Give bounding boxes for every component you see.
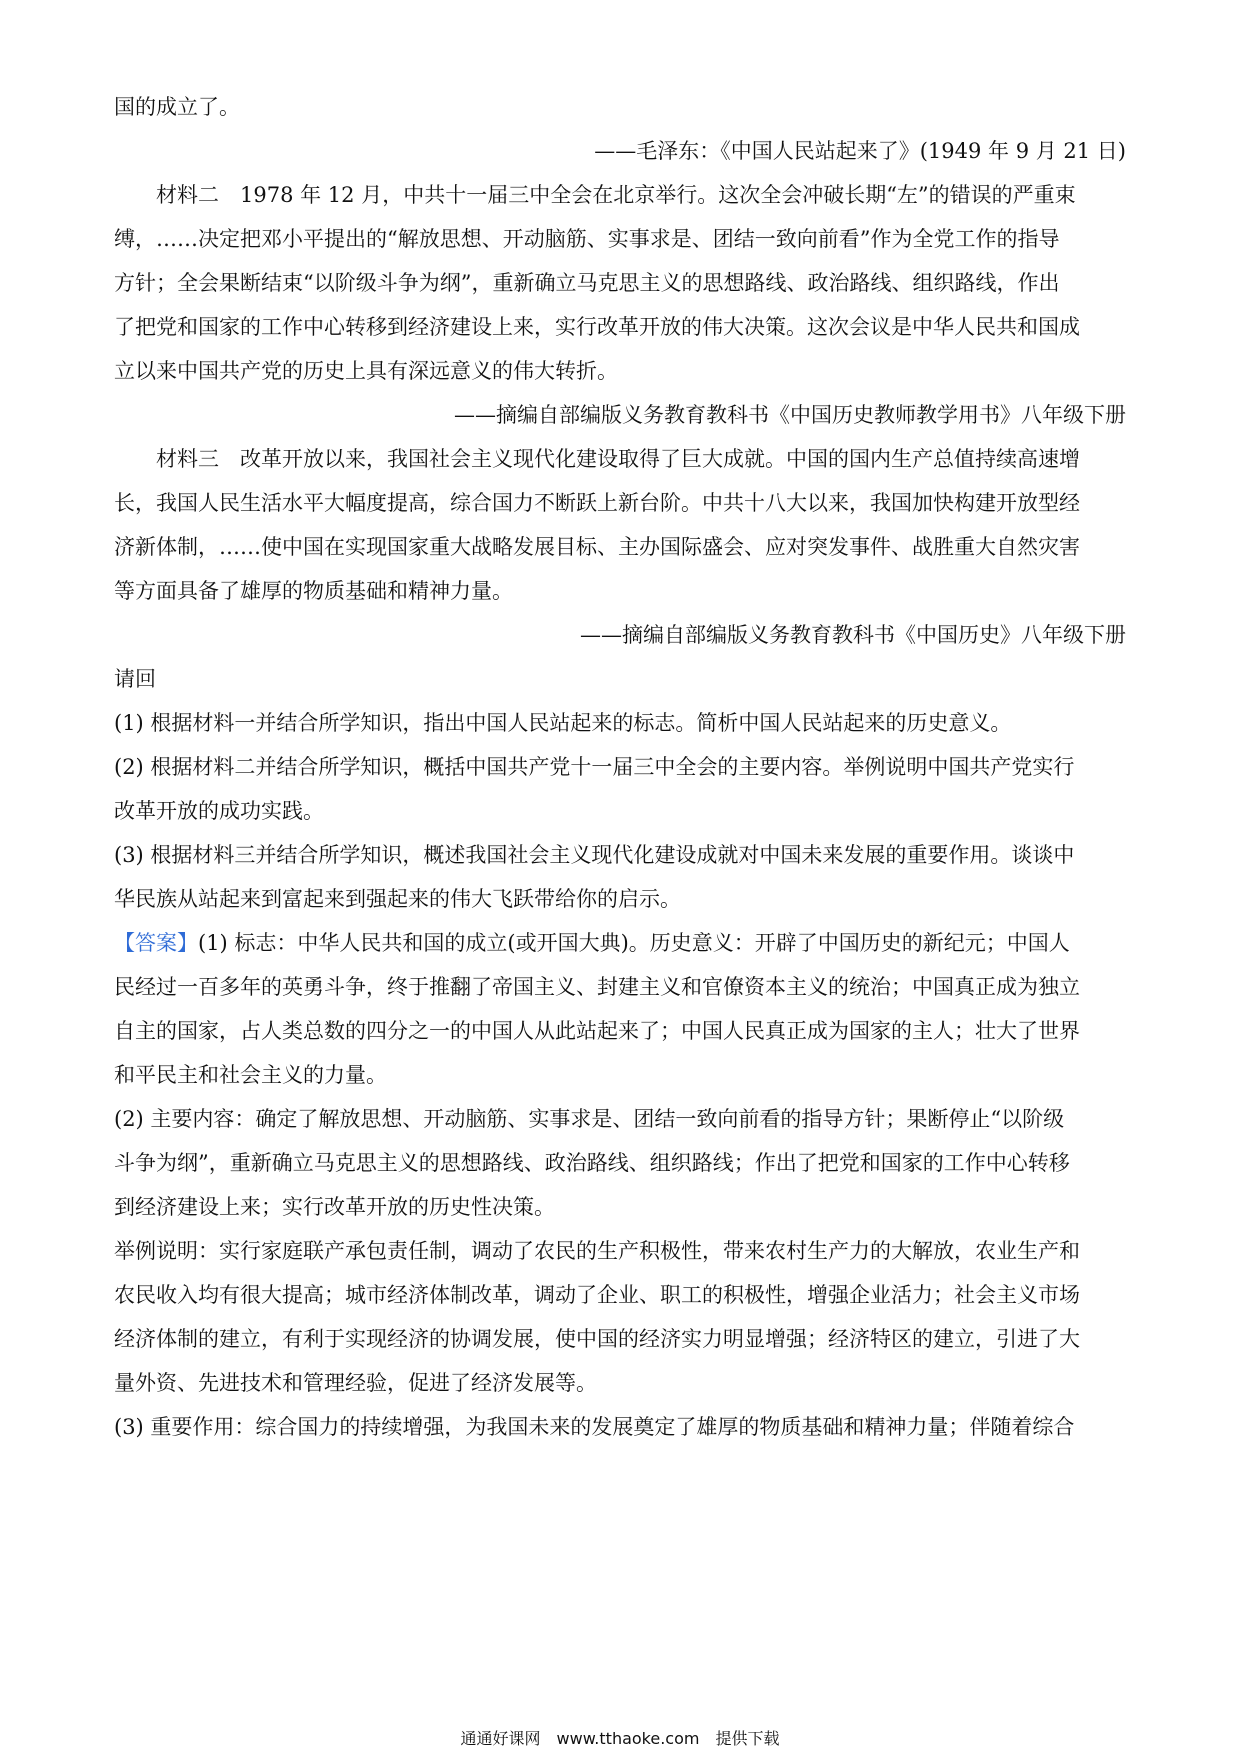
example-line: 举例说明：实行家庭联产承包责任制，调动了农民的生产积极性，带来农村生产力的大解放，农业生产和 [114,1239,1080,1263]
answer-1-text: (1) 标志：中华人民共和国的成立(或开国大典)。历史意义：开辟了中国历史的新纪元；中国人 [198,931,1070,955]
question-2: (2) 根据材料二并结合所学知识，概括中国共产党十一届三中全会的主要内容。举例说明中国共产党实行 [114,755,1075,779]
material3-line: 等方面具备了雄厚的物质基础和精神力量。 [114,579,513,603]
example-line: 农民收入均有很大提高；城市经济体制改革，调动了企业、职工的积极性，增强企业活力；社会主义市场 [114,1283,1080,1307]
answer-2-line: (2) 主要内容：确定了解放思想、开动脑筋、实事求是、团结一致向前看的指导方针；果断停止“以阶级 [114,1107,1065,1131]
question-3: (3) 根据材料三并结合所学知识，概述我国社会主义现代化建设成就对中国未来发展的重要作用。谈谈中 [114,843,1075,867]
material2-source: ——摘编自部编版义务教育教科书《中国历史教师教学用书》八年级下册 [454,403,1126,427]
material3-source: ——摘编自部编版义务教育教科书《中国历史》八年级下册 [580,623,1126,647]
answer-3-line: (3) 重要作用：综合国力的持续增强，为我国未来的发展奠定了雄厚的物质基础和精神力量；伴随着综合 [114,1415,1075,1439]
answer-2-line: 斗争为纲”，重新确立马克思主义的思想路线、政治路线、组织路线；作出了把党和国家的工作中心转移 [114,1151,1070,1175]
answer-1-line: 和平民主和社会主义的力量。 [114,1063,387,1087]
answer-1-line [114,928,1126,958]
answer-1-line: 民经过一百多年的英勇斗争，终于推翻了帝国主义、封建主义和官僚资本主义的统治；中国真正成为独立 [114,975,1080,999]
material2-line: 了把党和国家的工作中心转移到经济建设上来，实行改革开放的伟大决策。这次会议是中华人民共和国成 [114,315,1080,339]
example-line: 量外资、先进技术和管理经验，促进了经济发展等。 [114,1371,597,1395]
example-line: 经济体制的建立，有利于实现经济的协调发展，使中国的经济实力明显增强；经济特区的建立，引进了大 [114,1327,1080,1351]
material1-tail: 国的成立了。 [114,95,240,119]
material3-line: 长，我国人民生活水平大幅度提高，综合国力不断跃上新台阶。中共十八大以来，我国加快构建开放型经 [114,491,1080,515]
material2-line: 方针；全会果断结束“以阶级斗争为纲”，重新确立马克思主义的思想路线、政治路线、组织路线，作出 [114,271,1060,295]
question-2: 改革开放的成功实践。 [114,799,324,823]
page-footer: 通通好课网 www.tthaoke.com 提供下载 [460,1729,780,1748]
material2-line: 立以来中国共产党的历史上具有深远意义的伟大转折。 [114,359,618,383]
material2-line: 材料二 1978 年 12 月，中共十一届三中全会在北京举行。这次全会冲破长期“左”的错误的严重束 [156,183,1076,207]
material3-line: 济新体制，……使中国在实现国家重大战略发展目标、主办国际盛会、应对突发事件、战胜重大自然灾害 [114,535,1080,559]
material3-line: 材料三 改革开放以来，我国社会主义现代化建设取得了巨大成就。中国的国内生产总值持续高速增 [156,447,1080,471]
answer-tag: 【答案】 [114,931,198,955]
answer-2-line: 到经济建设上来；实行改革开放的历史性决策。 [114,1195,555,1219]
question-1: (1) 根据材料一并结合所学知识，指出中国人民站起来的标志。简析中国人民站起来的历史意义。 [114,711,1012,735]
question-prompt: 请回 [114,667,156,691]
question-3: 华民族从站起来到富起来到强起来的伟大飞跃带给你的启示。 [114,887,681,911]
material2-line: 缚，……决定把邓小平提出的“解放思想、开动脑筋、实事求是、团结一致向前看”作为全党工作的指导 [114,227,1060,251]
material1-source: ——毛泽东：《中国人民站起来了》(1949 年 9 月 21 日) [594,139,1126,163]
answer-1-line: 自主的国家，占人类总数的四分之一的中国人从此站起来了；中国人民真正成为国家的主人；壮大了世界 [114,1019,1080,1043]
